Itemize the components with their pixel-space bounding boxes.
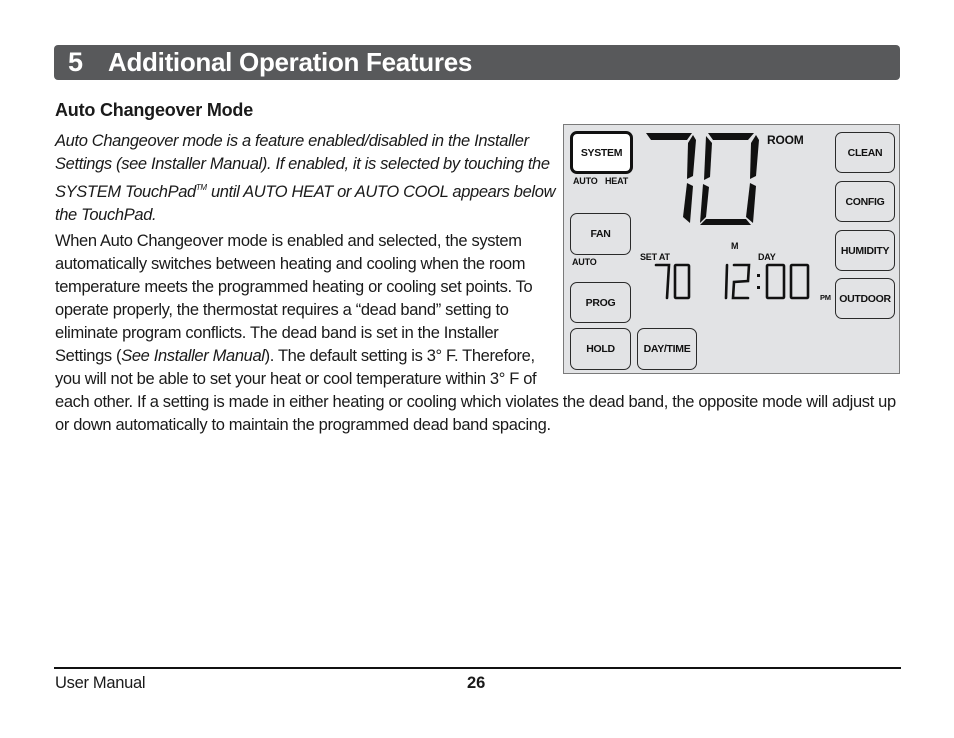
set-at-label: SET AT	[640, 252, 670, 262]
subsection-title: Auto Changeover Mode	[55, 100, 254, 120]
room-temperature-digits	[642, 131, 764, 227]
prog-touchpad: PROG	[570, 282, 631, 323]
system-touchpad: SYSTEM	[570, 131, 633, 174]
hold-touchpad: HOLD	[570, 328, 631, 370]
body-text-1: When Auto Changeover mode is enabled and selected, the system automatically switches between heating and cooling when the room temperature meets the programmed heating or cooling set points. To operate properly, the thermostat requires a “dead band” setting to eliminate program conflicts. The dead band is set in the Installer Settings (	[55, 232, 533, 365]
set-temperature-digits	[654, 263, 694, 301]
fan-mode-label: AUTO	[572, 257, 597, 267]
room-label: ROOM	[767, 133, 804, 147]
system-mode-heat-label: HEAT	[605, 176, 629, 186]
body-text-2: ). The default setting is 3° F. Therefore, you will not be able to set your heat or cool temperature within 3° F of each other. If a setting is made in either heating or cooling which violates the dead band, the opposite mode will adjust up or down automatically to maintain the programmed dead band spacing.	[55, 347, 896, 434]
humidity-touchpad: HUMIDITY	[835, 230, 895, 271]
section-title: Additional Operation Features	[108, 47, 473, 77]
pm-label: PM	[820, 293, 831, 302]
page-number: 26	[467, 674, 486, 692]
footer-divider	[54, 667, 901, 669]
footer-manual-label: User Manual	[55, 674, 146, 692]
intro-text-2: until AUTO HEAT or AUTO COOL appears below the TouchPad.	[55, 183, 556, 224]
m-label: M	[731, 241, 739, 251]
thermostat-display-illustration	[563, 124, 900, 374]
body-text-emphasis: See Installer Manual	[121, 347, 265, 365]
fan-touchpad: FAN	[570, 213, 631, 255]
day-label: DAY	[758, 252, 776, 262]
intro-text-1: Auto Changeover mode is a feature enabled/disabled in the Installer Settings (see Installer Manual). If enabled, it is selected by touching the SYSTEM TouchPad	[55, 132, 550, 201]
intro-paragraph	[55, 130, 560, 227]
config-touchpad: CONFIG	[835, 181, 895, 222]
system-mode-auto-label: AUTO	[573, 176, 598, 186]
clock-digits	[719, 263, 819, 301]
outdoor-touchpad: OUTDOOR	[835, 278, 895, 319]
section-header-bar	[54, 45, 900, 80]
clean-touchpad: CLEAN	[835, 132, 895, 173]
daytime-touchpad: DAY/TIME	[637, 328, 697, 370]
trademark-mark: TM	[195, 183, 207, 192]
section-number: 5	[68, 47, 84, 77]
